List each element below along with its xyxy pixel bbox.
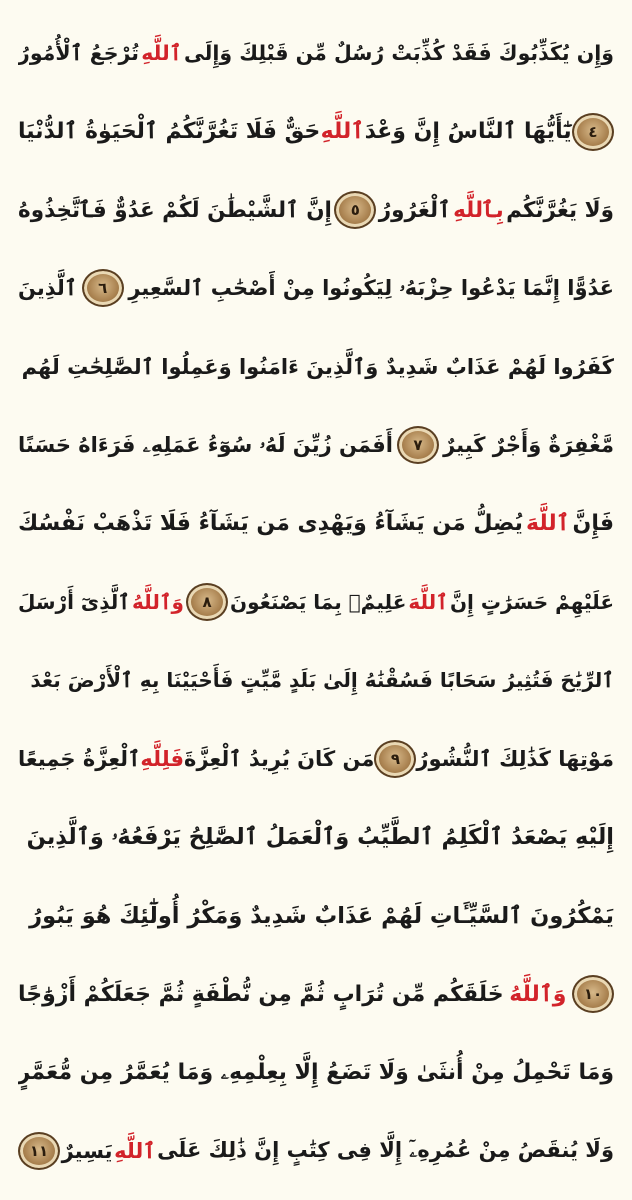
divine-name: ٱللَّهَ: [408, 590, 448, 615]
verse-text: وَلَا يَغُرَّنَّكُم: [506, 197, 614, 223]
text-line: [18, 328, 614, 406]
verse-text: ٱلرِّيَٰحَ فَتُثِيرُ سَحَابًا فَسُقْنَٰهُ إِلَىٰ بَلَدٍ مَّيِّتٍ فَأَحْيَيْنَا بِهِ ٱلْأَرْضَ بَعْدَ: [30, 668, 614, 693]
verse-text: ٱلْغَرُورُ: [378, 197, 451, 223]
verse-text: عَدُوًّا إِنَّمَا يَدْعُوا حِزْبَهُۥ لِيَكُونُوا مِنْ أَصْحَٰبِ ٱلسَّعِيرِ: [128, 275, 614, 300]
verse-text: أَفَمَن زُيِّنَ لَهُۥ سُوٓءُ عَمَلِهِۦ فَرَءَاهُ حَسَنًا: [18, 432, 393, 457]
verse-text: يَمْكُرُونَ ٱلسَّيِّـَٔاتِ لَهُمْ عَذَابٌ شَدِيدٌ وَمَكْرُ أُولَٰٓئِكَ هُوَ يَبُورُ: [29, 902, 614, 929]
ayah-number-marker: ٩: [374, 740, 416, 778]
text-line: [18, 1112, 614, 1190]
ayah-number-marker: ٥: [334, 191, 376, 229]
verse-text: يَٰٓأَيُّهَا ٱلنَّاسُ إِنَّ وَعْدَ: [364, 119, 572, 145]
text-line: [18, 641, 614, 719]
text-line: [18, 92, 614, 170]
verse-text: عَلِيمٌۢ بِمَا يَصْنَعُونَ: [230, 590, 407, 615]
verse-text: وَمَا تَحْمِلُ مِنْ أُنثَىٰ وَلَا تَضَعُ إِلَّا بِعِلْمِهِۦ وَمَا يُعَمَّرُ مِن مُّعَمَّرٍ: [18, 1059, 614, 1085]
text-line: [18, 484, 614, 562]
verse-text: يُضِلُّ مَن يَشَآءُ وَيَهْدِى مَن يَشَآءُ فَلَا تَذْهَبْ نَفْسُكَ: [18, 511, 523, 537]
text-line: [18, 14, 614, 92]
text-line: [18, 563, 614, 641]
verse-text: ٱلَّذِىٓ أَرْسَلَ: [18, 590, 130, 615]
text-line: [18, 720, 614, 798]
divine-name: ٱللَّهَ: [526, 511, 570, 537]
verse-text: إِنَّ ٱلشَّيْطَٰنَ لَكُمْ عَدُوٌّ فَٱتَّخِذُوهُ: [18, 197, 332, 223]
verse-lines: [18, 14, 614, 1190]
verse-text: مَوْتِهَا كَذَٰلِكَ ٱلنُّشُورُ: [416, 746, 614, 771]
text-line: [18, 1033, 614, 1111]
verse-text: كَفَرُوا لَهُمْ عَذَابٌ شَدِيدٌ وَٱلَّذِينَ ءَامَنُوا وَعَمِلُوا ٱلصَّٰلِحَٰتِ لَهُم: [21, 354, 614, 379]
ayah-number-marker: ٨: [186, 583, 228, 621]
text-line: [18, 171, 614, 249]
divine-name: ٱللَّهِ: [320, 119, 365, 145]
ayah-number-marker: ٦: [82, 269, 124, 307]
text-line: [18, 406, 614, 484]
verse-text: مَن كَانَ يُرِيدُ ٱلْعِزَّةَ: [184, 746, 375, 771]
text-line: [18, 876, 614, 954]
text-line: [18, 249, 614, 327]
verse-text: تُرْجَعُ ٱلْأُمُورُ: [18, 41, 140, 66]
verse-text: وَإِن يُكَذِّبُوكَ فَقَدْ كُذِّبَتْ رُسُلٌ مِّن قَبْلِكَ وَإِلَى: [183, 41, 614, 66]
verse-text: خَلَقَكُم مِّن تُرَابٍ ثُمَّ مِن نُّطْفَةٍ ثُمَّ جَعَلَكُمْ أَزْوَٰجًا: [18, 981, 504, 1007]
text-line: [18, 798, 614, 876]
divine-name: وَٱللَّهُ: [509, 981, 567, 1007]
divine-name: ٱللَّهِ: [141, 41, 182, 66]
verse-text: ٱلَّذِينَ: [18, 276, 78, 301]
ayah-number-marker: ٤: [572, 113, 614, 151]
divine-name: فَلِلَّهِ: [140, 746, 185, 771]
verse-text: ٱلْعِزَّةُ جَمِيعًا: [18, 746, 141, 771]
verse-text: إِلَيْهِ يَصْعَدُ ٱلْكَلِمُ ٱلطَّيِّبُ وَٱلْعَمَلُ ٱلصَّٰلِحُ يَرْفَعُهُۥ وَٱلَّذِينَ: [26, 824, 614, 851]
divine-name: وَٱللَّهُ: [132, 590, 184, 615]
divine-name: بِٱللَّهِ: [453, 197, 504, 223]
verse-text: فَإِنَّ: [572, 511, 614, 537]
ayah-number-marker: ٧: [397, 426, 439, 464]
divine-name: ٱللَّهِ: [114, 1138, 156, 1163]
verse-text: وَلَا يُنقَصُ مِنْ عُمُرِهِۦٓ إِلَّا فِى كِتَٰبٍ إِنَّ ذَٰلِكَ عَلَى: [157, 1138, 614, 1163]
ayah-number-marker: ١١: [18, 1132, 60, 1170]
verse-text: عَلَيْهِمْ حَسَرَٰتٍ إِنَّ: [449, 590, 614, 615]
verse-text: مَّغْفِرَةٌ وَأَجْرٌ كَبِيرٌ: [443, 433, 614, 458]
verse-text: يَسِيرٌ: [61, 1138, 113, 1163]
verse-text: حَقٌّ فَلَا تَغُرَّنَّكُمُ ٱلْحَيَوٰةُ ٱلدُّنْيَا: [18, 119, 321, 145]
text-line: [18, 955, 614, 1033]
ayah-number-marker: ١٠: [572, 975, 614, 1013]
